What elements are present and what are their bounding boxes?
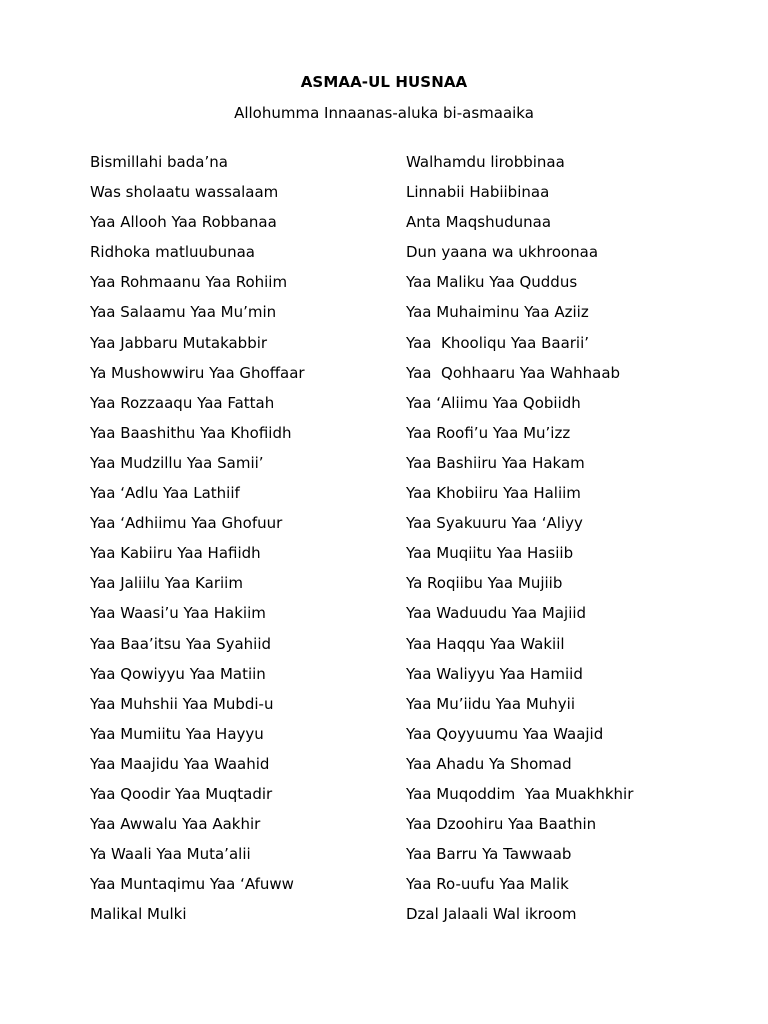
list-item: Yaa Muhshii Yaa Mubdi-u — [90, 694, 274, 713]
list-item: Yaa Baa’itsu Yaa Syahiid — [90, 634, 272, 653]
list-item: Ridhoka matluubunaa — [90, 243, 255, 262]
list-item: Yaa Rohmaanu Yaa Rohiim — [90, 273, 288, 292]
right-column — [406, 152, 746, 934]
list-item: Yaa Muntaqimu Yaa ‘Afuww — [90, 875, 294, 894]
list-item: Yaa Waasi’u Yaa Hakiim — [90, 604, 266, 623]
page-subtitle: Allohumma Innaanas-aluka bi-asmaaika — [234, 104, 534, 122]
page-title: ASMAA-UL HUSNAA — [300, 73, 468, 91]
list-item: Yaa Ahadu Ya Shomad — [406, 754, 572, 773]
list-item: Yaa Qohhaaru Yaa Wahhaab — [406, 363, 621, 382]
list-item: Yaa Maajidu Yaa Waahid — [90, 754, 270, 773]
list-item: Yaa Haqqu Yaa Wakiil — [406, 634, 565, 653]
list-item: Yaa Ro-uufu Yaa Malik — [406, 875, 569, 894]
list-item: Yaa Mumiitu Yaa Hayyu — [90, 724, 264, 743]
list-item: Ya Waali Yaa Muta’alii — [90, 845, 251, 864]
list-item: Yaa Bashiiru Yaa Hakam — [406, 453, 585, 472]
list-item: Yaa Allooh Yaa Robbanaa — [90, 213, 277, 232]
list-item: Yaa Jabbaru Mutakabbir — [90, 333, 268, 352]
list-item: Yaa Mudzillu Yaa Samii’ — [90, 453, 264, 472]
list-item: Yaa Muqiitu Yaa Hasiib — [406, 544, 574, 563]
list-item: Yaa Roofi’u Yaa Mu’izz — [406, 423, 571, 442]
list-item: Bismillahi bada’na — [90, 153, 228, 171]
list-item: Walhamdu lirobbinaa — [406, 153, 565, 171]
list-item: Malikal Mulki — [90, 905, 187, 924]
list-item: Yaa Rozzaaqu Yaa Fattah — [90, 393, 275, 412]
list-item: Yaa Khooliqu Yaa Baarii’ — [406, 333, 590, 352]
list-item: Was sholaatu wassalaam — [90, 183, 279, 202]
list-item: Ya Roqiibu Yaa Mujiib — [406, 574, 563, 593]
list-item: Yaa Muhaiminu Yaa Aziiz — [406, 303, 589, 322]
list-item: Yaa ‘Adhiimu Yaa Ghofuur — [90, 514, 283, 533]
list-item: Yaa Khobiiru Yaa Haliim — [406, 484, 581, 503]
list-item: Anta Maqshudunaa — [406, 213, 552, 232]
left-column — [90, 152, 390, 934]
list-item: Yaa Syakuuru Yaa ‘Aliyy — [406, 514, 583, 533]
list-item: Dzal Jalaali Wal ikroom — [406, 905, 577, 924]
list-item: Dun yaana wa ukhroonaa — [406, 243, 599, 262]
list-item: Yaa Waliyyu Yaa Hamiid — [406, 664, 583, 683]
list-item: Yaa Salaamu Yaa Mu’min — [90, 303, 277, 322]
list-item: Yaa Waduudu Yaa Majiid — [406, 604, 587, 623]
list-item: Yaa Qoyyuumu Yaa Waajid — [406, 724, 604, 743]
list-item: Yaa Barru Ya Tawwaab — [406, 845, 572, 864]
list-item: Yaa Mu’iidu Yaa Muhyii — [406, 694, 576, 713]
list-item: Yaa Jaliilu Yaa Kariim — [90, 574, 243, 593]
list-item: Yaa Qoodir Yaa Muqtadir — [90, 784, 273, 803]
list-item: Yaa Kabiiru Yaa Hafiidh — [90, 544, 261, 563]
list-item: Yaa Maliku Yaa Quddus — [406, 273, 578, 292]
list-item: Yaa Dzoohiru Yaa Baathin — [406, 815, 597, 834]
list-item: Linnabii Habiibinaa — [406, 183, 550, 202]
list-item: Ya Mushowwiru Yaa Ghoffaar — [90, 363, 305, 382]
list-item: Yaa Qowiyyu Yaa Matiin — [90, 664, 266, 683]
list-item: Yaa Baashithu Yaa Khofiidh — [90, 423, 292, 442]
list-item: Yaa ‘Adlu Yaa Lathiif — [90, 484, 240, 503]
list-item: Yaa Muqoddim Yaa Muakhkhir — [406, 784, 634, 803]
list-item: Yaa Awwalu Yaa Aakhir — [90, 815, 261, 834]
list-item: Yaa ‘Aliimu Yaa Qobiidh — [406, 393, 581, 412]
